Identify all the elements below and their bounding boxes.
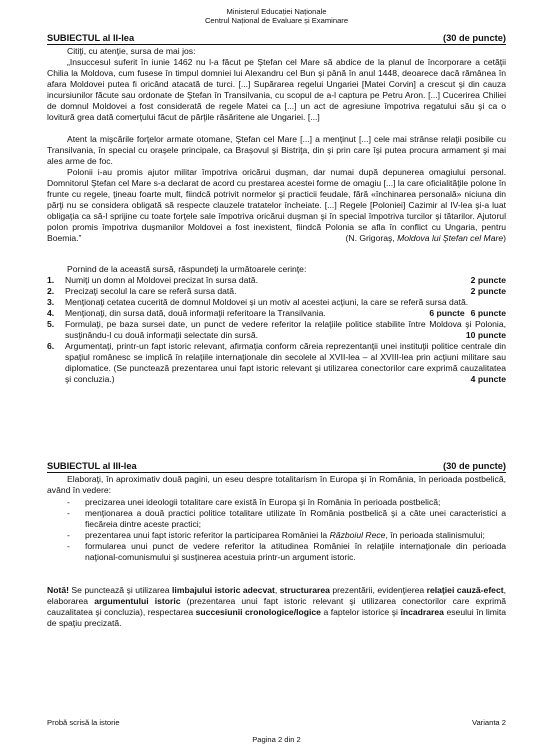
source-paragraph-3-text: Polonii i-au promis ajutor militar împotriva oricărui duşman, dar numai după depunerea omagiului personal. Domnitorul Ştefan cel Mare s-a declarat de acord cu prestarea acestei forme de omagiu [...] la care oficialităţile polone în frunte cu regele, ţineau foarte mult, fiindcă potrivit normelor şi practicii feudale, fără «închinarea personală» niciuna din părţi nu se considera obligată să respecte clauzele tratatelor încheiate. [...] Regele [Poloniei] Cazimir al IV-lea şi-a luat obligaţia ca să-l sprijine cu toate forţele sale împotriva oricărui duşman şi în special împotriva turcilor şi tătarilor. Ajutorul polon promis împotriva duşmanilor Moldovei a fost inexistent, fiindcă Polonia se afla în conflict cu Ungaria, pentru Boemia.” (47, 167, 506, 243)
footer-variant: Varianta 2 (471, 718, 506, 727)
question-points: 10 puncte (465, 330, 506, 340)
question-text: Precizaţi secolul la care se referă sursa dată. (65, 286, 237, 296)
question-item: 5. Formulaţi, pe baza sursei date, un punct de vedere referitor la relaţiile politice stabilite între Moldova şi Polonia, susţinându-l cu două informaţii selectate din sursă. 10 puncte (47, 319, 506, 340)
header-center: Centrul Național de Evaluare și Examinare (204, 16, 349, 25)
page-number: Pagina 2 din 2 (252, 735, 301, 744)
source-paragraph-3 (47, 167, 506, 244)
question-item: 6. Argumentaţi, printr-un fapt istoric relevant, afirmaţia conform căreia reprezentanţii unei instituţii politice centrale din spaţiul românesc se implică în relaţiile internaţionale din secolele al XVII-lea – al XVIII-lea prin acţiuni militare sau diplomatice. (Se punctează prezentarea unui fapt istoric relevant şi utilizarea conectorilor care exprimă cauzalitatea şi concluzia.) 4 puncte (47, 341, 506, 384)
question-text: Formulaţi, pe baza sursei date, un punct de vedere referitor la relaţiile politice stabilite între Moldova şi Polonia, susţinându-l cu două informaţii selectate din sursă. (65, 319, 506, 340)
question-item: 3. Menţionaţi cetatea cucerită de domnul Moldovei şi un motiv al acestei acţiuni, la care se referă sursa dată. 6 puncte (47, 297, 506, 318)
header-ministry: Ministerul Educației Naționale (226, 7, 327, 16)
evaluation-note: Notă! Se punctează şi utilizarea limbajului istoric adecvat, structurarea prezentării, evidenţierea relaţiei cauză-efect, elaborarea argumentului istoric (prezentarea unui fapt istoric relevant şi utilizarea conectorilor care exprimă cauzalitatea şi concluzia), respectarea succesiunii cronologice/logice a faptelor istorice şi încadrarea eseului în limita de spaţiu precizată. (47, 585, 507, 628)
question-item: 1. 2 puncte Numiţi un domn al Moldovei precizat în sursa dată. (47, 275, 506, 285)
page-footer (47, 718, 506, 727)
subject2-intro: Citiţi, cu atenţie, sursa de mai jos: (67, 46, 196, 56)
requirement-item: - precizarea unei ideologii totalitare care există în Europa şi în România în perioada postbelică; (67, 497, 441, 507)
question-text: Menţionaţi, din sursa dată, două informaţii referitoare la Transilvania. (65, 308, 326, 318)
requirement-item: - formularea unui punct de vedere referitor la atitudinea României în relaţiile internaţionale din perioada naţional-comunismului şi susţinerea acestuia printr-un argument istoric. (67, 541, 506, 562)
question-points: 6 puncte (429, 308, 465, 318)
question-text: Menţionaţi cetatea cucerită de domnul Moldovei şi un motiv al acestei acţiuni, la care se referă sursa dată. (65, 297, 469, 307)
question-text: Numiţi un domn al Moldovei precizat în sursa dată. (65, 275, 258, 285)
question-item: 2. 2 puncte Precizaţi secolul la care se referă sursa dată. (47, 286, 506, 296)
question-points: 4 puncte (470, 374, 506, 384)
subject3-points: (30 de puncte) (442, 461, 506, 471)
source-paragraph-2: Atent la mişcările forţelor armate otomane, Ştefan cel Mare [...] a menţinut [...] cele mai strânse relaţii posibile cu Transilvania, în special cu oraşele principale, ca Braşovul şi Bistriţa, din şi prin care îşi putea procura armament şi mai ales arme de foc. (47, 134, 506, 166)
subject3-heading (47, 461, 506, 473)
subject2-title: SUBIECTUL al II-lea (47, 33, 135, 43)
task-intro: Pornind de la această sursă, răspundeţi la următoarele cerinţe: (67, 264, 307, 274)
essay-requirements (47, 497, 506, 563)
source-citation: (N. Grigoraş, Moldova lui Ştefan cel Mare) (345, 233, 506, 243)
question-points: 6 puncte (470, 308, 506, 318)
source-paragraph-1: „Insuccesul suferit în iunie 1462 nu l-a făcut pe Ştefan cel Mare să abdice de la planul de încorporare a cetăţii Chilia la Moldova, cum fusese în timpul domniei lui Alexandru cel Bun şi până în anul 1448, deoarece dacă rămânea în afara Moldovei putea fi oricând atacată de turci. [...] Supărarea regelui Ungariei [Matei Corvin] a crescut şi din cauza incursiunilor făcute sau ordonate de Ştefan în Transilvania, cu scopul de a-l captura pe Petru Aron. [...] Cucerirea Chiliei de domnul Moldovei a fost considerată de regele Matei ca [...] un act de agresiune împotriva regatului său şi ca o lovitură grea dată comerţului făcut de părţile răsăritene ale Ungariei. [...] (47, 57, 506, 122)
question-points: 2 puncte (470, 286, 506, 296)
question-list (47, 275, 506, 385)
subject3-title: SUBIECTUL al III-lea (47, 461, 137, 471)
subject2-heading (47, 33, 506, 45)
question-text: Argumentaţi, printr-un fapt istoric relevant, afirmaţia conform căreia reprezentanţii unei instituţii politice centrale din spaţiul românesc se implică în relaţiile internaţionale din secolele al XVII-lea – al XVIII-lea prin acţiuni militare sau diplomatice. (Se punctează prezentarea unui fapt istoric relevant şi utilizarea conectorilor care exprimă cauzalitatea şi concluzia.) (65, 341, 506, 384)
requirement-item: - menţionarea a două practici politice totalitare utilizate în România postbelică şi a câte unei caracteristici a fiecăreia dintre aceste practici; (67, 508, 506, 529)
question-points: 2 puncte (470, 275, 506, 285)
footer-exam-name: Probă scrisă la istorie (47, 718, 120, 727)
subject2-points: (30 de puncte) (442, 33, 506, 43)
requirement-item: - prezentarea unui fapt istoric referitor la participarea României la Războiul Rece, în perioada stalinismului; (67, 530, 485, 540)
question-item: 4. 6 puncte Menţionaţi, din sursa dată, două informaţii referitoare la Transilvania. (47, 308, 465, 318)
subject3-intro: Elaboraţi, în aproximativ două pagini, un eseu despre totalitarism în Europa şi în România, în perioada postbelică, având în vedere: (47, 474, 506, 495)
